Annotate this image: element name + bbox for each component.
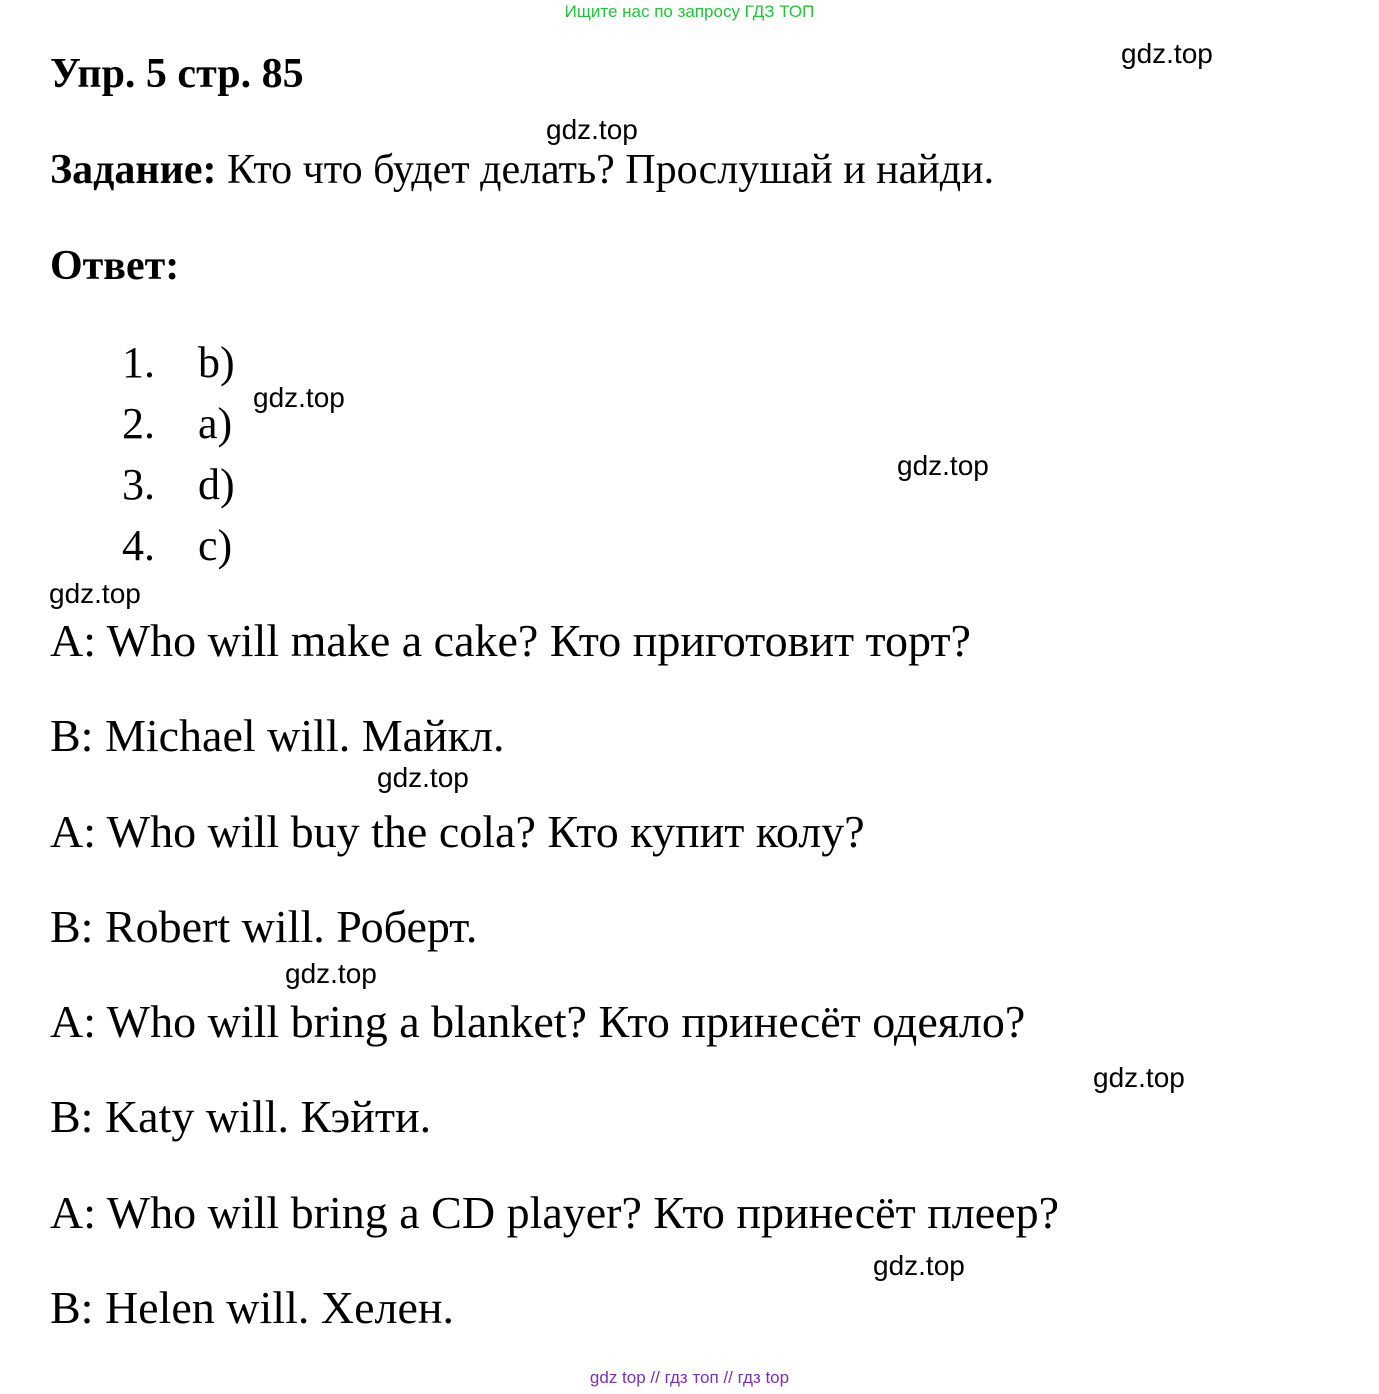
task-label: Задание:: [50, 147, 217, 193]
answer-number: 3.: [122, 460, 155, 509]
answer-heading: Ответ:: [50, 243, 180, 289]
watermark: gdz.top: [1093, 1062, 1185, 1093]
answer-list: [122, 336, 235, 580]
task-statement: [50, 146, 994, 194]
watermark: gdz.top: [546, 114, 638, 145]
watermark: gdz.top: [253, 382, 345, 413]
dialog-line: B: Michael will. Майкл.: [50, 710, 505, 761]
watermark: gdz.top: [1121, 38, 1213, 69]
page-title: Упр. 5 стр. 85: [50, 51, 304, 97]
dialog-line: A: Who will bring a blanket? Кто принесёт одеяло?: [50, 996, 1026, 1047]
watermark: gdz.top: [285, 958, 377, 989]
watermark: gdz.top: [49, 578, 141, 609]
answer-letter: d): [198, 460, 235, 509]
dialog-line: B: Robert will. Роберт.: [50, 901, 478, 952]
watermark: gdz.top: [377, 762, 469, 793]
dialog-line: B: Katy will. Кэйти.: [50, 1091, 432, 1142]
footer-watermark: gdz top // гдз топ // гдз top: [589, 1368, 790, 1387]
dialog-line: A: Who will buy the cola? Кто купит колу?: [50, 806, 865, 857]
answer-letter: b): [198, 338, 235, 387]
answer-letter: a): [198, 399, 233, 448]
answer-item: [122, 397, 235, 458]
dialog-line: A: Who will bring a CD player? Кто принесёт плеер?: [50, 1187, 1060, 1238]
answer-number: 1.: [122, 338, 155, 387]
answer-number: 2.: [122, 399, 155, 448]
answer-letter: c): [198, 521, 233, 570]
watermark: gdz.top: [897, 450, 989, 481]
dialog-line: B: Helen will. Хелен.: [50, 1282, 454, 1333]
watermark: gdz.top: [873, 1250, 965, 1281]
task-text: Кто что будет делать? Прослушай и найди.: [216, 147, 995, 193]
answer-item: [122, 519, 235, 580]
answer-number: 4.: [122, 521, 155, 570]
dialog-line: A: Who will make a cake? Кто приготовит торт?: [50, 615, 971, 666]
answer-item: [122, 336, 235, 397]
answer-item: [122, 458, 235, 519]
top-banner: Ищите нас по запросу ГДЗ ТОП: [564, 2, 815, 21]
